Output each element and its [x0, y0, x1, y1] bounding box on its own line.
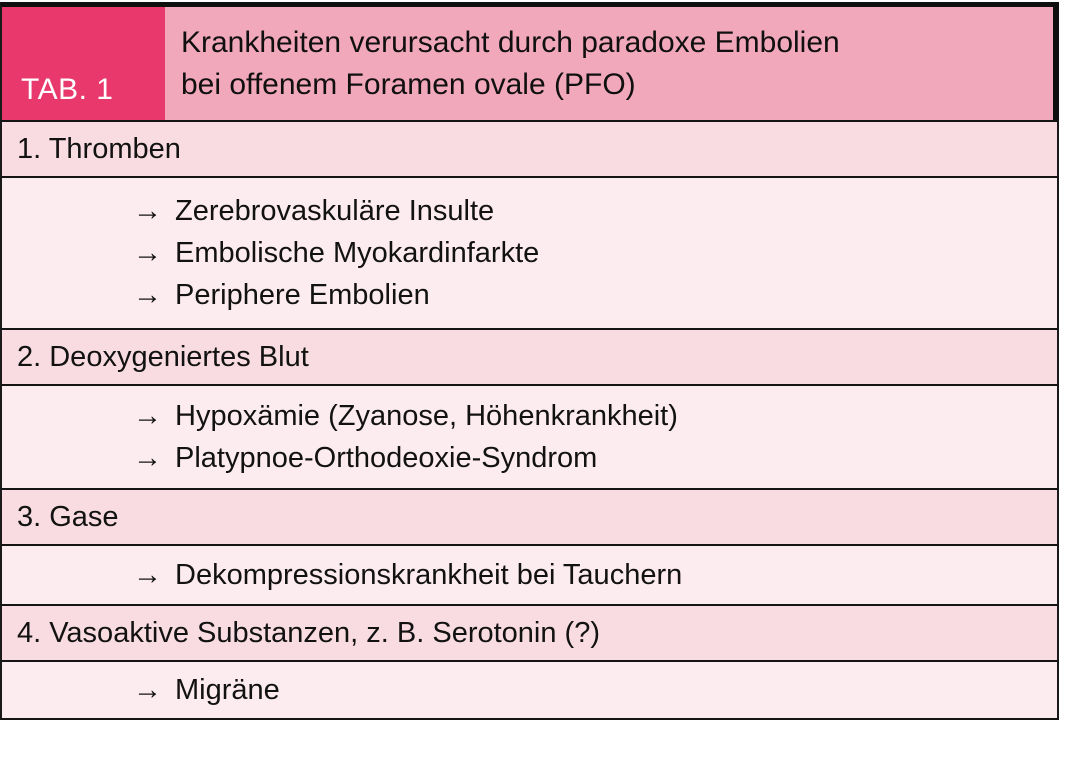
- table-title-line-2: bei offenem Foramen ovale (PFO): [181, 68, 636, 101]
- section-heading-thromben: [0, 120, 1059, 176]
- list-item: [133, 437, 1057, 479]
- section-heading-gase: [0, 488, 1059, 544]
- arrow-right-icon: →: [133, 559, 162, 591]
- list-item: [133, 190, 1057, 232]
- list-item-label: Hypoxämie (Zyanose, Höhenkrankheit): [175, 400, 678, 432]
- table-header-band: [0, 2, 1059, 120]
- section-items-deoxygeniertes-blut: [0, 384, 1059, 488]
- arrow-right-icon: →: [133, 442, 162, 474]
- table-title-line-1: Krankheiten verursacht durch paradoxe Embolien: [181, 26, 840, 59]
- section-heading-deoxygeniertes-blut: [0, 328, 1059, 384]
- list-item-label: Zerebrovaskuläre Insulte: [175, 195, 495, 227]
- table-tab1: [0, 2, 1059, 720]
- section-heading-label: 3. Gase: [17, 500, 119, 533]
- list-item: [133, 274, 1057, 316]
- table-title: [165, 7, 1053, 120]
- table-number-badge: [2, 7, 165, 120]
- arrow-right-icon: →: [133, 400, 162, 432]
- section-heading-label: 2. Deoxygeniertes Blut: [17, 340, 309, 373]
- section-items-thromben: [0, 176, 1059, 328]
- section-heading-vasoaktive-substanzen: [0, 604, 1059, 660]
- list-item: [133, 554, 1057, 596]
- arrow-right-icon: →: [133, 674, 162, 706]
- list-item: [133, 669, 1057, 711]
- table-number-label: TAB. 1: [21, 73, 114, 106]
- arrow-right-icon: →: [133, 195, 162, 227]
- arrow-right-icon: →: [133, 279, 162, 311]
- list-item-label: Periphere Embolien: [175, 279, 430, 311]
- list-item-label: Migräne: [175, 674, 280, 706]
- arrow-right-icon: →: [133, 237, 162, 269]
- list-item: [133, 395, 1057, 437]
- section-items-gase: [0, 544, 1059, 604]
- list-item: [133, 232, 1057, 274]
- section-heading-label: 4. Vasoaktive Substanzen, z. B. Serotonin (?): [17, 616, 601, 649]
- section-items-vasoaktive-substanzen: [0, 660, 1059, 720]
- list-item-label: Dekompressionskrankheit bei Tauchern: [175, 559, 683, 591]
- list-item-label: Embolische Myokardinfarkte: [175, 237, 540, 269]
- section-heading-label: 1. Thromben: [17, 132, 181, 165]
- list-item-label: Platypnoe-Orthodeoxie-Syndrom: [175, 442, 598, 474]
